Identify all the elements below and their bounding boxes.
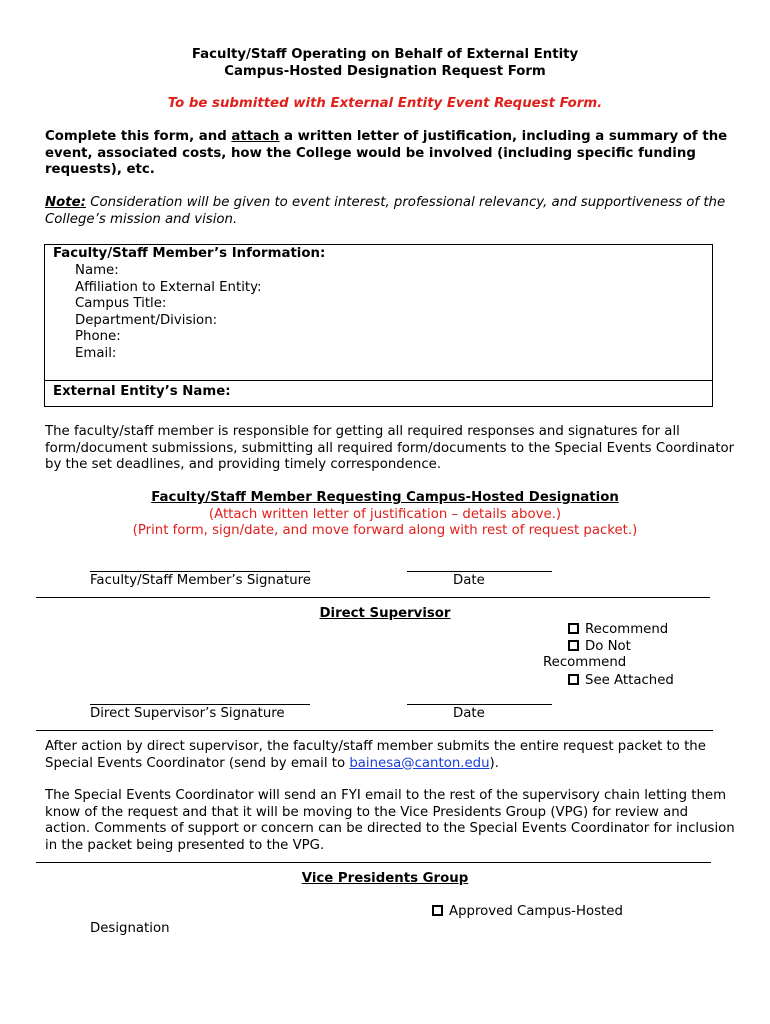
supervisor-heading: Direct Supervisor bbox=[319, 606, 451, 621]
field-affiliation: Affiliation to External Entity: bbox=[75, 279, 262, 295]
vpg-heading: Vice Presidents Group bbox=[301, 871, 469, 886]
field-name: Name: bbox=[75, 263, 119, 278]
member-info-heading: Faculty/Staff Member’s Information: bbox=[53, 246, 326, 261]
form-title-line2: Campus-Hosted Designation Request Form bbox=[224, 64, 546, 79]
checkbox-icon[interactable] bbox=[432, 905, 443, 916]
supervisor-date-label: Date bbox=[453, 706, 485, 721]
field-campus-title: Campus Title: bbox=[75, 296, 167, 312]
member-signature-line[interactable] bbox=[90, 571, 310, 572]
divider bbox=[36, 862, 711, 863]
member-section-sub1: (Attach written letter of justification – details above.) bbox=[208, 507, 562, 522]
vpg-designation: Designation bbox=[90, 921, 170, 936]
instructions: Complete this form, and attach a written letter of justification, including a summary of the event, associated costs, how the College would be involved (including specific funding requests), etc. bbox=[45, 129, 728, 178]
consideration-note: Note: Consideration will be given to event interest, professional relevancy, and supportiveness of the College’s mission and vision. bbox=[45, 195, 726, 227]
divider bbox=[36, 730, 713, 731]
option-recommend[interactable]: Recommend bbox=[568, 622, 668, 637]
member-info-fields bbox=[75, 263, 262, 363]
supervisor-signature-line[interactable] bbox=[90, 704, 310, 705]
external-entity-label: External Entity’s Name: bbox=[53, 384, 231, 399]
after-action-text: After action by direct supervisor, the faculty/staff member submits the entire request packet to the Special Events Coordinator (send by email to bainesa@canton.edu). bbox=[45, 739, 706, 771]
member-info-box bbox=[44, 244, 713, 381]
submit-note: To be submitted with External Entity Event Request Form. bbox=[167, 96, 603, 111]
member-signature-label: Faculty/Staff Member’s Signature bbox=[90, 573, 311, 588]
member-date-label: Date bbox=[453, 573, 485, 588]
option-see-attached[interactable]: See Attached bbox=[568, 673, 674, 688]
option-approved[interactable]: Approved Campus-Hosted bbox=[432, 904, 623, 919]
field-phone: Phone: bbox=[75, 329, 121, 345]
form-title-line1: Faculty/Staff Operating on Behalf of External Entity bbox=[191, 47, 579, 62]
field-department: Department/Division: bbox=[75, 312, 218, 328]
member-section-heading: Faculty/Staff Member Requesting Campus-Hosted Designation bbox=[151, 490, 619, 505]
field-email: Email: bbox=[75, 345, 117, 361]
checkbox-icon[interactable] bbox=[568, 674, 579, 685]
note-label: Note: bbox=[45, 195, 86, 210]
member-section-sub2: (Print form, sign/date, and move forward along with rest of request packet.) bbox=[132, 523, 638, 538]
coordinator-email-link[interactable]: bainesa@canton.edu bbox=[349, 755, 490, 771]
checkbox-icon[interactable] bbox=[568, 623, 579, 634]
option-do-not-recommend-cont: Recommend bbox=[543, 655, 627, 670]
option-do-not-recommend[interactable]: Do Not bbox=[568, 639, 631, 654]
member-date-line[interactable] bbox=[407, 571, 552, 572]
fyi-text: The Special Events Coordinator will send an FYI email to the rest of the supervisory chain letting them know of the request and that it will be moving to the Vice Presidents Group (VPG) for review and action. Comments of support or concern can be directed to the Special Events Coordinator for inclusion in the packet being presented to the VPG. bbox=[45, 788, 735, 853]
divider bbox=[36, 597, 710, 598]
external-entity-box bbox=[44, 380, 713, 407]
supervisor-date-line[interactable] bbox=[407, 704, 552, 705]
supervisor-signature-label: Direct Supervisor’s Signature bbox=[90, 706, 285, 721]
checkbox-icon[interactable] bbox=[568, 640, 579, 651]
responsibility-text: The faculty/staff member is responsible for getting all required responses and signatures for all form/document submissions, submitting all required form/documents to the Special Events Coordinator by the set deadlines, and providing timely correspondence. bbox=[45, 424, 735, 473]
